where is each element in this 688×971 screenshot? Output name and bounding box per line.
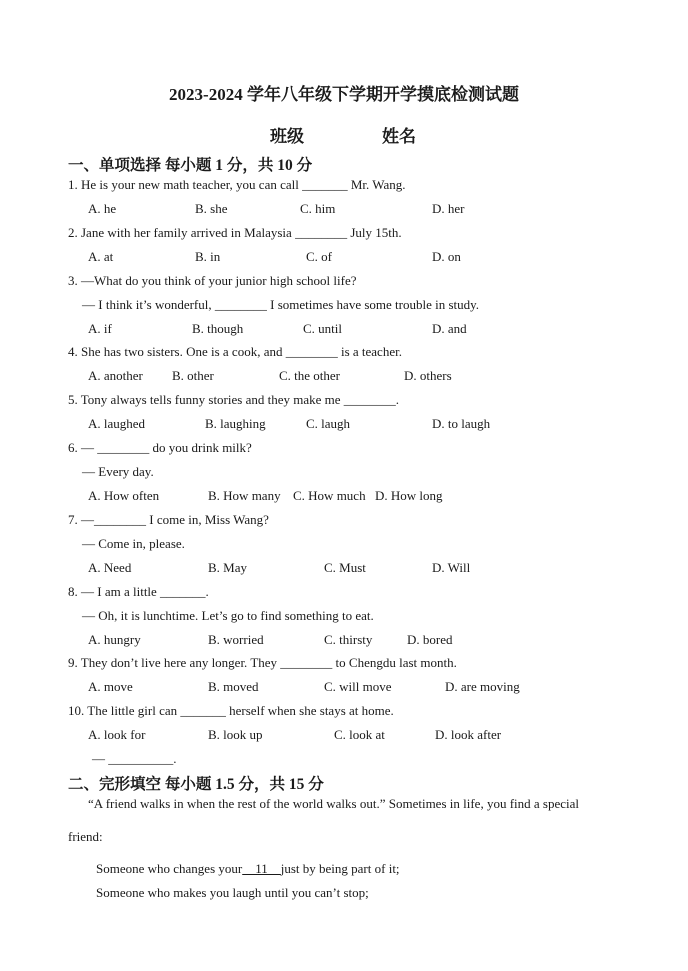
q9-option-c: C. will move bbox=[324, 679, 392, 694]
class-label: 班级 bbox=[270, 127, 304, 146]
q6-option-c: C. How much bbox=[293, 488, 366, 503]
q7-option-d: D. Will bbox=[432, 560, 471, 575]
q7-option-b: B. May bbox=[208, 560, 247, 575]
q6-option-b: B. How many bbox=[208, 488, 281, 503]
question-5-stem: 5. Tony always tells funny stories and they make me ________. bbox=[68, 392, 400, 407]
q9-option-d: D. are moving bbox=[445, 679, 520, 694]
question-8-reply: — Oh, it is lunchtime. Let’s go to find something to eat. bbox=[82, 608, 374, 623]
q3-option-d: D. and bbox=[432, 321, 467, 336]
passage-line-1-end: just by being part of it; bbox=[280, 861, 400, 876]
q1-option-d: D. her bbox=[432, 201, 465, 216]
passage-line-2: Someone who makes you laugh until you can’t stop; bbox=[96, 885, 369, 900]
q4-option-b: B. other bbox=[172, 368, 214, 383]
q1-option-c: C. him bbox=[300, 201, 336, 216]
q3-option-b: B. though bbox=[192, 321, 244, 336]
question-6-stem: 6. — ________ do you drink milk? bbox=[68, 440, 252, 455]
q5-option-d: D. to laugh bbox=[432, 416, 491, 431]
q9-option-a: A. move bbox=[88, 679, 133, 694]
q6-option-a: A. How often bbox=[88, 488, 160, 503]
q5-option-c: C. laugh bbox=[306, 416, 351, 431]
q2-option-d: D. on bbox=[432, 249, 461, 264]
passage-line-1-start: Someone who changes your bbox=[96, 861, 243, 876]
q1-option-a: A. he bbox=[88, 201, 117, 216]
q8-option-c: C. thirsty bbox=[324, 632, 373, 647]
q10-option-a: A. look for bbox=[88, 727, 146, 742]
q5-option-b: B. laughing bbox=[205, 416, 266, 431]
q2-option-b: B. in bbox=[195, 249, 221, 264]
q10-option-c: C. look at bbox=[334, 727, 385, 742]
question-3-stem: 3. —What do you think of your junior high school life? bbox=[68, 273, 357, 288]
q4-option-c: C. the other bbox=[279, 368, 341, 383]
q7-option-a: A. Need bbox=[88, 560, 132, 575]
blank-11: 11 bbox=[242, 861, 281, 876]
q8-option-b: B. worried bbox=[208, 632, 264, 647]
q2-option-a: A. at bbox=[88, 249, 114, 264]
section-1-heading: 一、单项选择 每小题 1 分，共 10 分 bbox=[68, 157, 313, 174]
passage-intro-continued: friend: bbox=[68, 829, 103, 844]
q6-option-d: D. How long bbox=[375, 488, 443, 503]
question-7-stem: 7. —________ I come in, Miss Wang? bbox=[68, 512, 269, 527]
q4-option-d: D. others bbox=[404, 368, 452, 383]
passage-intro: “A friend walks in when the rest of the world walks out.” Sometimes in life, you find a special bbox=[88, 796, 579, 811]
name-label: 姓名 bbox=[382, 127, 416, 146]
q4-option-a: A. another bbox=[88, 368, 143, 383]
question-4-stem: 4. She has two sisters. One is a cook, and ________ is a teacher. bbox=[68, 344, 402, 359]
q8-option-a: A. hungry bbox=[88, 632, 141, 647]
q3-option-c: C. until bbox=[303, 321, 343, 336]
exam-title: 2023-2024 学年八年级下学期开学摸底检测试题 bbox=[169, 85, 519, 104]
q10-option-b: B. look up bbox=[208, 727, 263, 742]
question-10-stem: 10. The little girl can _______ herself when she stays at home. bbox=[68, 703, 394, 718]
answer-blank-line: — __________. bbox=[92, 751, 177, 766]
q3-option-a: A. if bbox=[88, 321, 112, 336]
question-7-reply: — Come in, please. bbox=[82, 536, 185, 551]
question-6-reply: — Every day. bbox=[82, 464, 154, 479]
question-9-stem: 9. They don’t live here any longer. They ________ to Chengdu last month. bbox=[68, 655, 457, 670]
passage-line-1 bbox=[96, 861, 400, 877]
q9-option-b: B. moved bbox=[208, 679, 259, 694]
q7-option-c: C. Must bbox=[324, 560, 366, 575]
question-3-reply: — I think it’s wonderful, ________ I sometimes have some trouble in study. bbox=[82, 297, 480, 312]
q10-option-d: D. look after bbox=[435, 727, 502, 742]
q1-option-b: B. she bbox=[195, 201, 228, 216]
question-1-stem: 1. He is your new math teacher, you can call _______ Mr. Wang. bbox=[68, 177, 406, 192]
question-8-stem: 8. — I am a little _______. bbox=[68, 584, 209, 599]
q8-option-d: D. bored bbox=[407, 632, 453, 647]
q2-option-c: C. of bbox=[306, 249, 332, 264]
question-2-stem: 2. Jane with her family arrived in Malaysia ________ July 15th. bbox=[68, 225, 402, 240]
q5-option-a: A. laughed bbox=[88, 416, 146, 431]
section-2-heading: 二、完形填空 每小题 1.5 分，共 15 分 bbox=[68, 776, 324, 793]
